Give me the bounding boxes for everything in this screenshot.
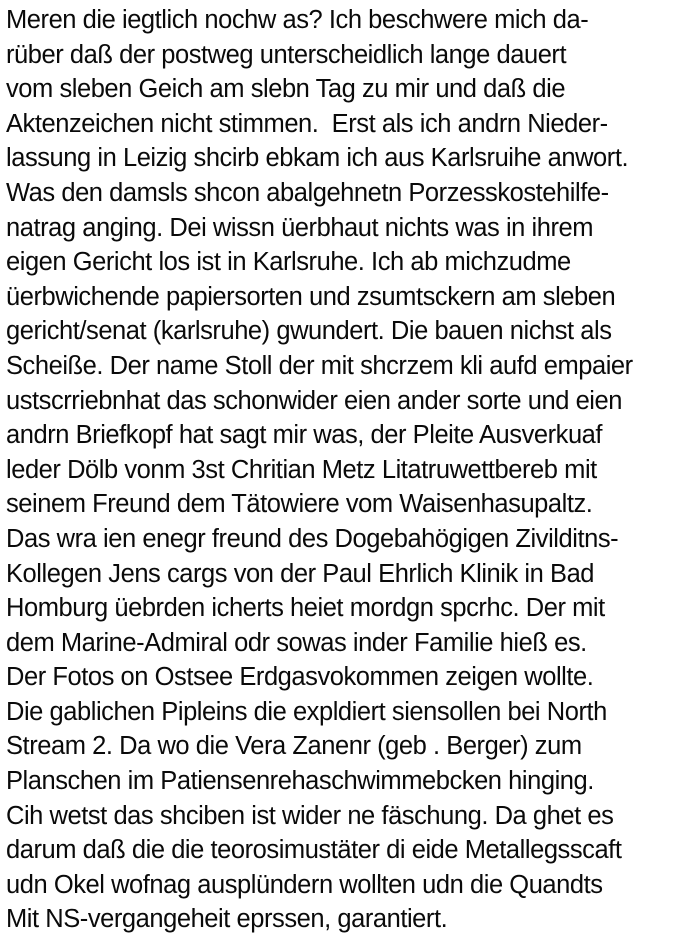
text-line: gericht/senat (karlsruhe) gwundert. Die bauen nichst als	[6, 317, 612, 346]
text-line: natrag anging. Dei wissn üerbhaut nichts was in ihrem	[6, 213, 594, 242]
text-line: Was den damsls shcon abalgehnetn Porzesskostehilfe-	[6, 178, 609, 207]
text-line: Das wra ien enegr freund des Dogebahögigen Zivilditns-	[6, 524, 619, 553]
text-line: dem Marine-Admiral odr sowas inder Familie hieß es.	[6, 628, 587, 657]
text-line: Kollegen Jens cargs von der Paul Ehrlich Klinik in Bad	[6, 559, 595, 588]
text-line: udn Okel wofnag ausplündern wollten udn die Quandts	[6, 870, 603, 899]
text-line: leder Dölb vonm 3st Chritian Metz Litatruwettbereb mit	[6, 455, 597, 484]
text-line: ustscrriebnhat das schonwider eien ander sorte und eien	[6, 386, 622, 415]
text-line: darum daß die die teorosimustäter di eide Metallegsscaft	[6, 836, 622, 865]
text-line: Aktenzeichen nicht stimmen. Erst als ich andrn Nieder-	[6, 109, 608, 138]
text-line: lassung in Leizig shcirb ebkam ich aus Karlsruihe anwort.	[6, 144, 629, 173]
text-line: rüber daß der postweg unterscheidlich lange dauert	[6, 40, 567, 69]
text-line: Scheiße. Der name Stoll der mit shcrzem kli aufd empaier	[6, 351, 633, 380]
text-line: Der Fotos on Ostsee Erdgasvokommen zeigen wollte.	[6, 663, 594, 692]
text-line: Planschen im Patiensenrehaschwimmebcken hinging.	[6, 767, 594, 796]
text-line: Stream 2. Da wo die Vera Zanenr (geb . Berger) zum	[6, 732, 582, 761]
text-line: seinem Freund dem Tätowiere vom Waisenhasupaltz.	[6, 490, 593, 519]
text-line: vom sleben Geich am slebn Tag zu mir und daß die	[6, 75, 566, 104]
text-line: Homburg üebrden icherts heiet mordgn spcrhc. Der mit	[6, 594, 605, 623]
text-line: Meren die iegtlich nochw as? Ich beschwere mich da-	[6, 6, 589, 34]
text-line: andrn Briefkopf hat sagt mir was, der Pleite Ausverkuaf	[6, 421, 603, 450]
text-line: eigen Gericht los ist in Karlsruhe. Ich ab michzudme	[6, 248, 571, 277]
text-line: Cih wetst das shciben ist wider ne fäschung. Da ghet es	[6, 801, 614, 830]
text-line: Die gablichen Pipleins die expldiert siensollen bei North	[6, 697, 607, 726]
text-line: üerbwichende papiersorten und zsumtsckern am sleben	[6, 282, 616, 311]
text-line: Mit NS-vergangeheit eprssen, garantiert.	[6, 905, 448, 934]
